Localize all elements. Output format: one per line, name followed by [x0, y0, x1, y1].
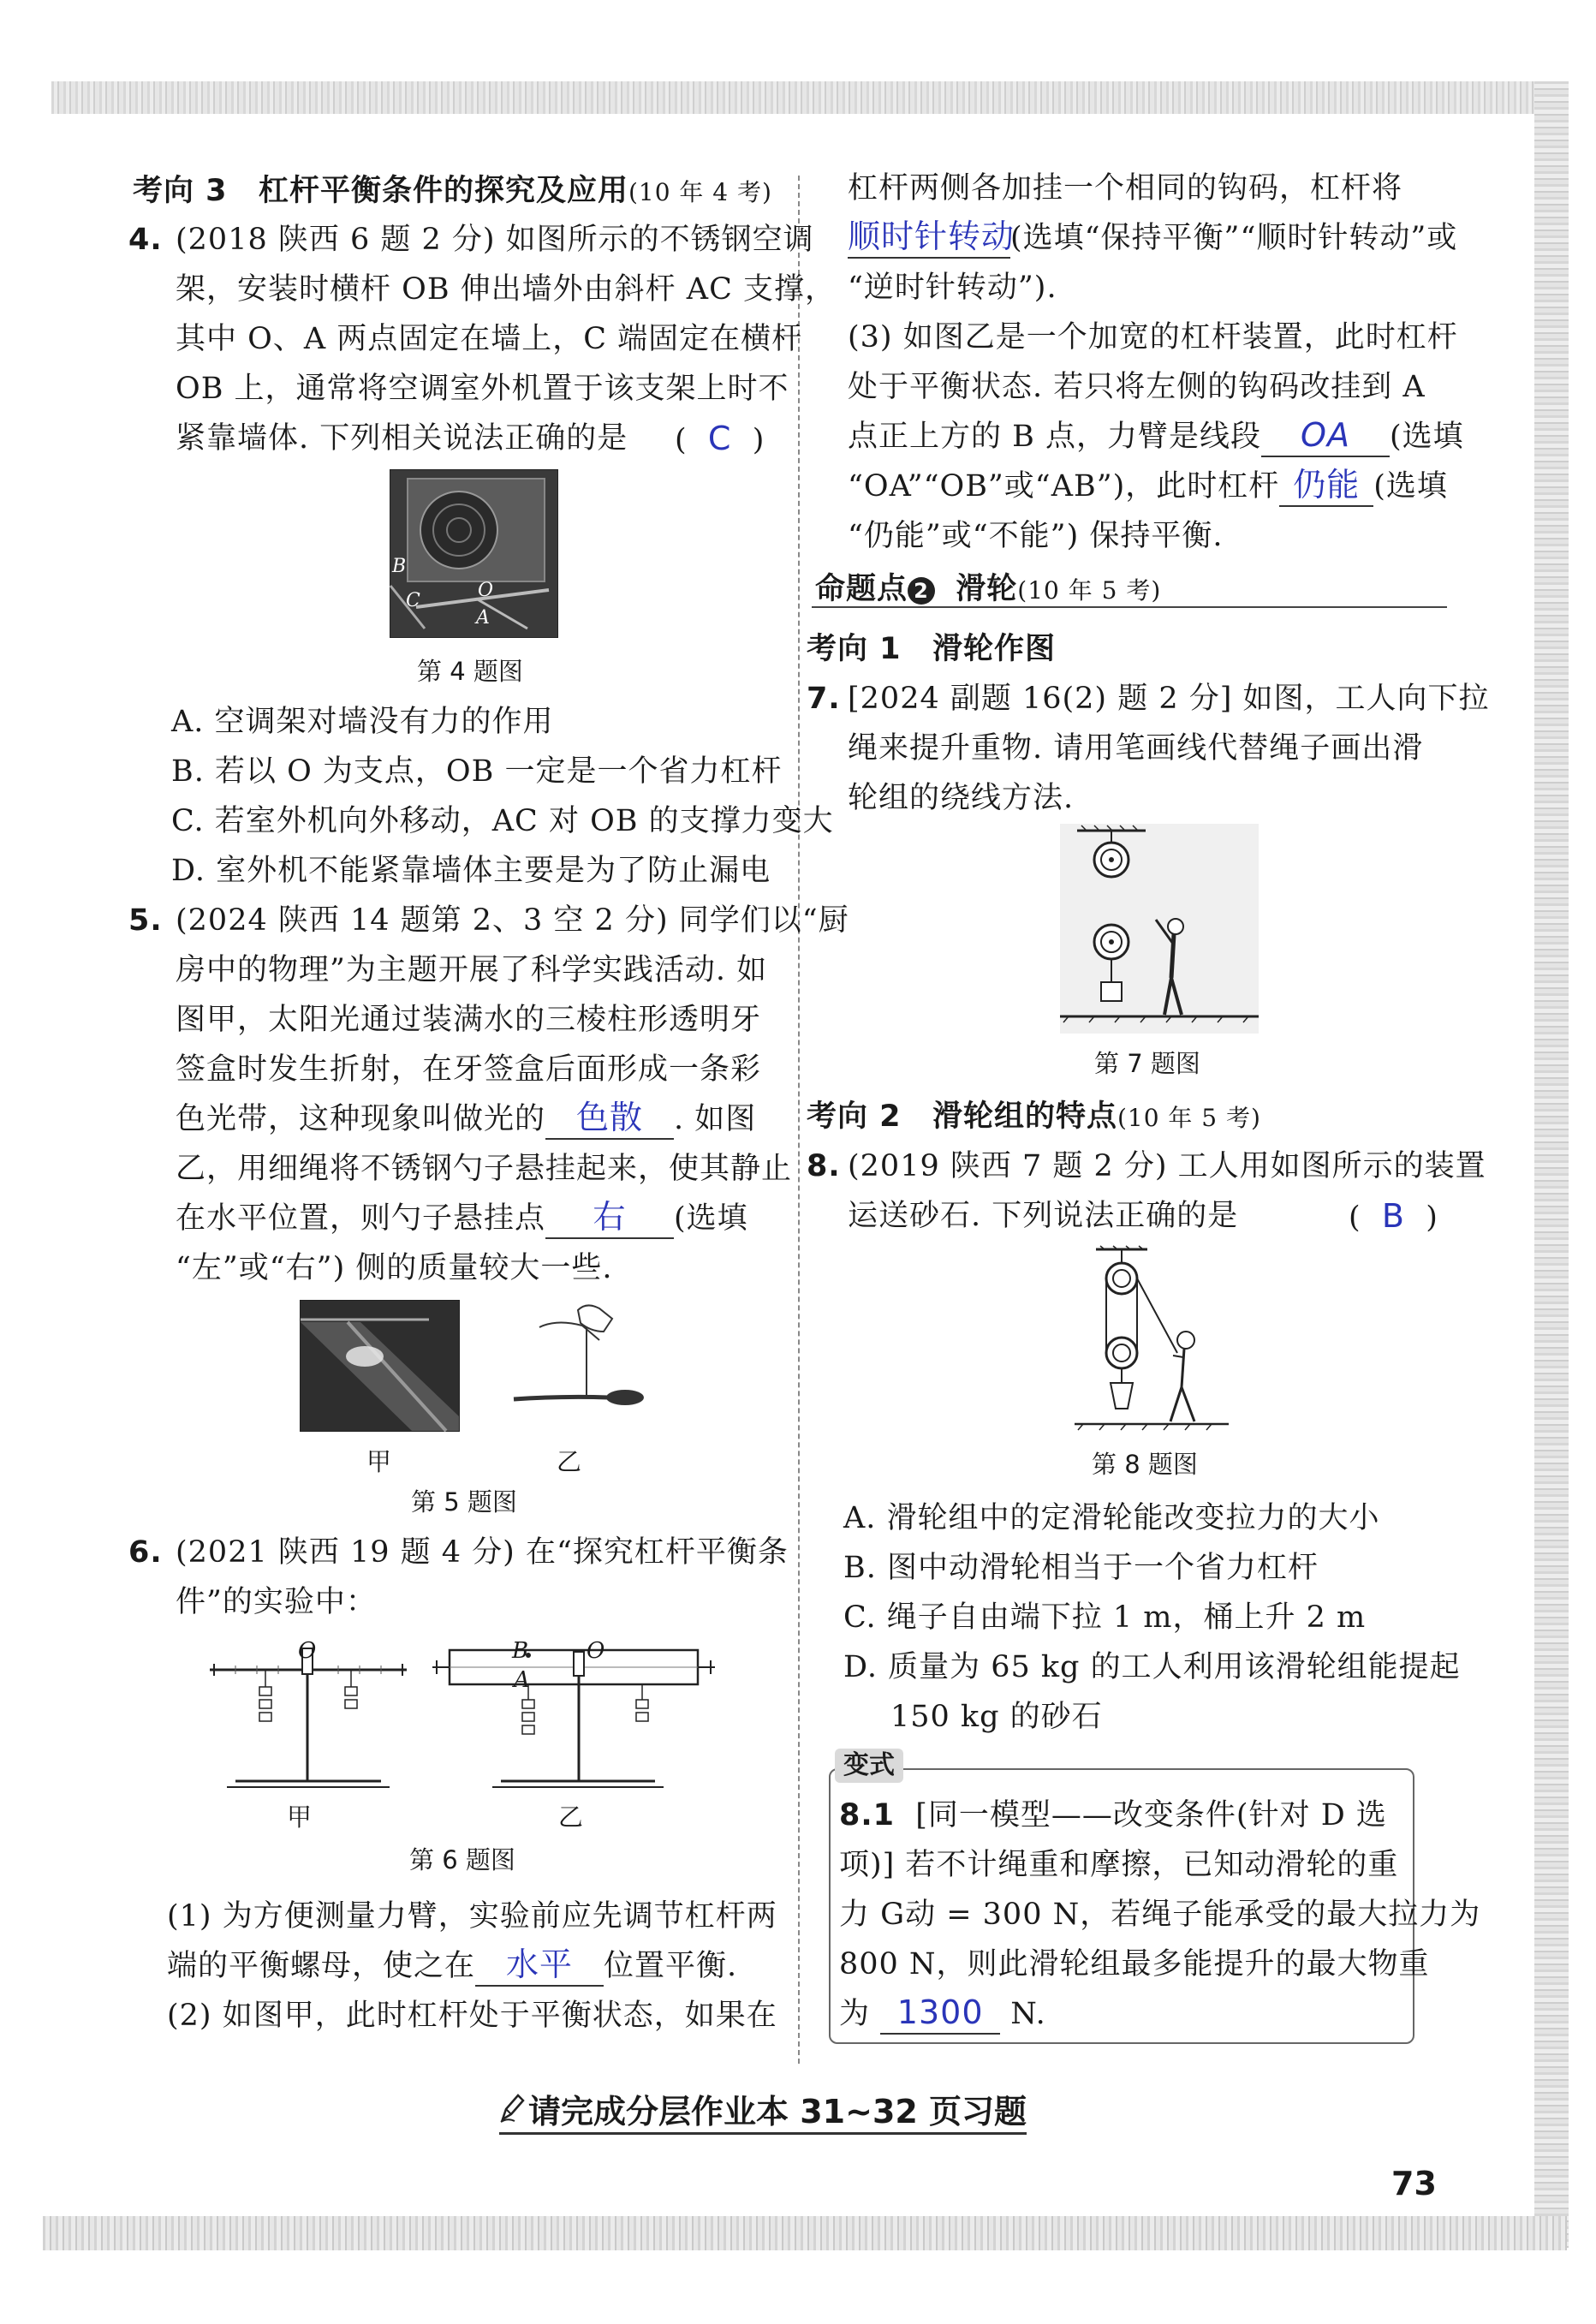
- q6-figure-yi-lever: [432, 1640, 715, 1794]
- q4-line: 其中 O、A 两点固定在墙上，C 端固定在横杆: [176, 322, 803, 356]
- section-3-heading: 考向 3 杠杆平衡条件的探究及应用(10 年 4 考): [133, 174, 772, 208]
- q4-answer: C: [707, 420, 732, 457]
- variant-line: 800 N，则此滑轮组最多能提升的最大物重: [839, 1947, 1430, 1981]
- q5-line: “左”或“右”) 侧的质量较大一些.: [176, 1251, 613, 1285]
- q5-number: 5.: [128, 903, 163, 938]
- q4-option-d: D. 室外机不能紧靠墙体主要是为了防止漏电: [171, 854, 771, 888]
- q4-line: 架，安装时横杆 OB 伸出墙外由斜杆 AC 支撑，: [176, 272, 836, 307]
- q4-label-c: C: [406, 590, 420, 611]
- q5-line: 房中的物理”为主题开展了科学实践活动. 如: [176, 953, 768, 987]
- q6-answer-2: 顺时针转动: [848, 216, 1010, 259]
- page-number: 73: [1391, 2165, 1437, 2202]
- scan-edge-bottom: [43, 2216, 1567, 2250]
- q8-option-b: B. 图中动滑轮相当于一个省力杠杆: [843, 1551, 1319, 1585]
- q8-caption: 第 8 题图: [1092, 1450, 1198, 1479]
- q6-label-jia: 甲: [287, 1803, 313, 1832]
- q4-photo-air-conditioner: [390, 469, 558, 638]
- q8-figure-pulley: [1075, 1246, 1229, 1434]
- q6-part2-line: 杠杆两侧各加挂一个相同的钩码，杠杆将: [848, 171, 1403, 206]
- q6-yi-label-a: A: [514, 1667, 530, 1693]
- q6-answer-1: 水平: [475, 1944, 604, 1987]
- q6-line: (2021 陕西 19 题 4 分) 在“探究杠杆平衡条: [176, 1535, 789, 1570]
- q5-photo-prism-light: [300, 1300, 460, 1432]
- q4-answer-paren: ( C ): [675, 420, 765, 457]
- pencil-icon: [499, 2093, 528, 2130]
- q6-jia-label-o: O: [298, 1638, 317, 1664]
- q7-caption: 第 7 题图: [1094, 1049, 1200, 1078]
- q4-number: 4.: [128, 223, 163, 257]
- q6-part2-line: (2) 如图甲，此时杠杆处于平衡状态，如果在: [167, 1999, 777, 2033]
- q5-line: 图甲，太阳光通过装满水的三棱柱形透明牙: [176, 1003, 762, 1037]
- q8-option-a: A. 滑轮组中的定滑轮能改变拉力的大小: [843, 1501, 1380, 1535]
- q7-line: 绳来提升重物. 请用笔画线代替绳子画出滑: [848, 731, 1424, 766]
- q4-caption: 第 4 题图: [417, 657, 523, 686]
- q7-line: 轮组的绕线方法.: [848, 781, 1075, 815]
- q6-label-yi: 乙: [558, 1803, 584, 1832]
- q8-line: 运送砂石. 下列说法正确的是: [848, 1199, 1239, 1233]
- q6-answer-4: 仍能: [1279, 464, 1373, 507]
- q6-yi-label-b: B: [512, 1638, 529, 1664]
- q8-number: 8.: [807, 1149, 841, 1183]
- q6-line: 件”的实验中：: [176, 1585, 377, 1619]
- variant-line-blank: 为 1300 N.: [839, 1990, 1046, 2038]
- column-divider: [798, 176, 800, 2064]
- q5-line-blank2: 在水平位置，则勺子悬挂点 右 (选填: [176, 1195, 748, 1242]
- section-1-heading: 考向 1 滑轮作图: [807, 632, 1056, 666]
- q8-option-d: D. 质量为 65 kg 的工人利用该滑轮组能提起: [843, 1650, 1461, 1684]
- variant-line: 力 G动 = 300 N，若绳子能承受的最大拉力为: [839, 1898, 1481, 1932]
- q4-label-a: A: [476, 607, 490, 629]
- q5-figure-spoon: [505, 1293, 651, 1430]
- q8-answer-paren: ( B ): [1349, 1197, 1438, 1235]
- scan-edge-top: [51, 81, 1563, 114]
- point-2-badge: 2: [908, 577, 935, 605]
- q7-figure-pulley: [1060, 824, 1259, 1034]
- q6-part1-blank: 端的平衡螺母，使之在 水平 位置平衡.: [167, 1942, 737, 1990]
- q8-option-c: C. 绳子自由端下拉 1 m，桶上升 2 m: [843, 1600, 1367, 1635]
- point-2-heading: 命题点 2 滑轮(10 年 5 考): [815, 572, 1162, 606]
- q4-line: (2018 陕西 6 题 2 分) 如图所示的不锈钢空调: [176, 223, 814, 257]
- q7-number: 7.: [807, 682, 841, 716]
- q6-part3-line: “仍能”或“不能”) 保持平衡.: [848, 519, 1224, 553]
- q5-line-blank1: 色光带，这种现象叫做光的 色散 . 如图: [176, 1095, 756, 1143]
- q5-answer-1: 色散: [545, 1097, 674, 1140]
- variant-line: 项)] 若不计绳重和摩擦，已知动滑轮的重: [839, 1848, 1399, 1882]
- variant-number: 8.1: [839, 1798, 896, 1832]
- q4-option-b: B. 若以 O 为支点，OB 一定是一个省力杠杆: [171, 754, 783, 789]
- q6-number: 6.: [128, 1535, 163, 1570]
- q4-label-o: O: [478, 580, 494, 601]
- q5-answer-2: 右: [545, 1196, 674, 1239]
- variant-answer: 1300: [880, 1992, 1000, 2035]
- q8-answer: B: [1381, 1197, 1405, 1235]
- q6-part3-line: (3) 如图乙是一个加宽的杠杆装置，此时杠杆: [848, 320, 1458, 355]
- q6-part2-blank: 顺时针转动(选填“保持平衡”“顺时针转动”或: [848, 214, 1457, 262]
- q5-label-jia: 甲: [366, 1447, 392, 1476]
- q5-line: 签盒时发生折射，在牙签盒后面形成一条彩: [176, 1052, 762, 1087]
- q8-line: (2019 陕西 7 题 2 分) 工人用如图所示的装置: [848, 1149, 1486, 1183]
- q6-caption: 第 6 题图: [409, 1845, 515, 1874]
- q5-line: 乙，用细绳将不锈钢勺子悬挂起来，使其静止: [176, 1152, 793, 1186]
- point-2-underline: [812, 606, 1447, 608]
- q5-line: (2024 陕西 14 题第 2、3 空 2 分) 同学们以“厨: [176, 903, 849, 938]
- q6-part3-blank1: 点正上方的 B 点，力臂是线段 OA (选填: [848, 413, 1464, 461]
- q6-part2-line: “逆时针转动”).: [848, 271, 1057, 305]
- q4-line: 紧靠墙体. 下列相关说法正确的是: [176, 421, 628, 456]
- q4-option-a: A. 空调架对墙没有力的作用: [171, 705, 554, 739]
- q8-option-d-cont: 150 kg 的砂石: [890, 1700, 1103, 1734]
- variant-line-1: 8.1 [同一模型——改变条件(针对 D 选: [839, 1798, 1387, 1832]
- q5-label-yi: 乙: [557, 1447, 582, 1476]
- q6-yi-label-o: O: [587, 1638, 605, 1664]
- section-2-heading: 考向 2 滑轮组的特点(10 年 5 考): [807, 1099, 1261, 1134]
- q5-caption: 第 5 题图: [411, 1487, 517, 1517]
- footer-homework-note: 请完成分层作业本 31~32 页习题: [499, 2085, 1027, 2135]
- variant-badge: 变式: [835, 1749, 903, 1783]
- scan-edge-right: [1534, 81, 1569, 2248]
- q6-part3-line: 处于平衡状态. 若只将左侧的钩码改挂到 A: [848, 370, 1426, 404]
- q4-label-b: B: [392, 556, 407, 577]
- q4-option-c: C. 若室外机向外移动，AC 对 OB 的支撑力变大: [171, 804, 834, 838]
- q7-line: [2024 副题 16(2) 题 2 分] 如图，工人向下拉: [848, 682, 1490, 716]
- q6-answer-3: OA: [1261, 414, 1390, 457]
- q6-part1-line: (1) 为方便测量力臂，实验前应先调节杠杆两: [167, 1899, 777, 1934]
- q6-part3-blank2: “OA”“OB”或“AB”)，此时杠杆 仍能 (选填: [848, 462, 1448, 510]
- q4-line: OB 上，通常将空调室外机置于该支架上时不: [176, 372, 789, 406]
